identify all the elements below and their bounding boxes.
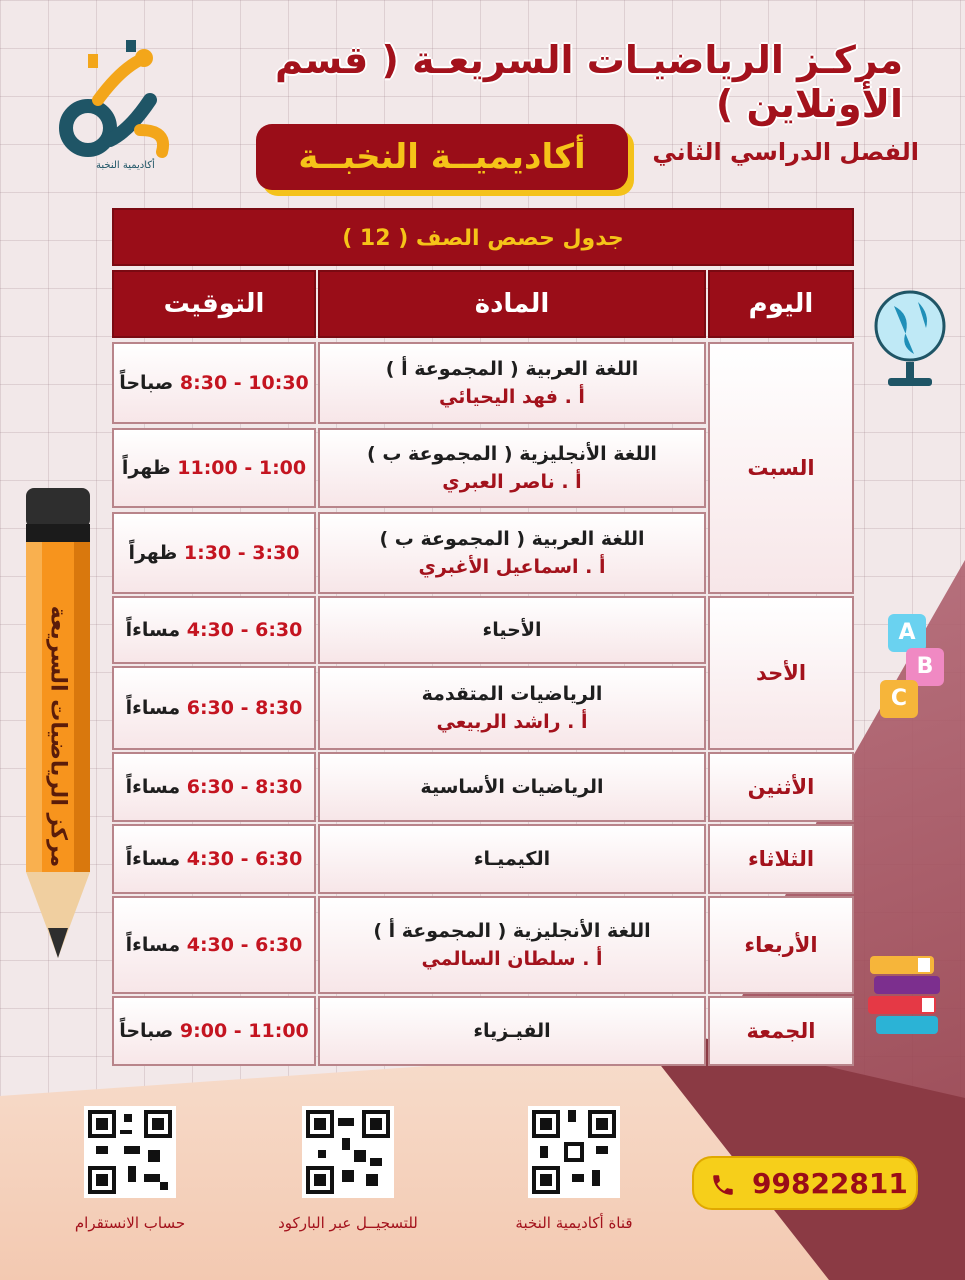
- day-cell-tuesday: [708, 824, 854, 894]
- day-label: الأحد: [755, 661, 807, 685]
- time-text: [126, 776, 303, 798]
- time-cell: [112, 512, 316, 594]
- qr-code-channel[interactable]: [528, 1106, 620, 1198]
- teacher-name: أ . ناصر العبري: [442, 471, 582, 493]
- time-cell: [112, 824, 316, 894]
- logo-caption: أكاديمية النخبة: [96, 160, 155, 171]
- header-time: التوقيت: [112, 270, 316, 338]
- day-cell-sunday: [708, 596, 854, 750]
- block-b: B: [906, 648, 944, 686]
- subject-cell: [318, 824, 706, 894]
- qr-label-instagram: حساب الانستقرام: [74, 1214, 186, 1232]
- time-period: مساءاً: [125, 697, 181, 719]
- subject-cell: [318, 342, 706, 424]
- day-label: السبت: [747, 456, 815, 480]
- time-period: مساءاً: [125, 619, 181, 641]
- subject-name: اللغة العربية ( المجموعة أ ): [385, 358, 639, 380]
- subject-name: اللغة الأنجليزية ( المجموعة أ ): [373, 920, 651, 942]
- time-cell: [112, 666, 316, 750]
- time-range: 4:30 - 6:30: [186, 934, 303, 956]
- time-range: 1:30 - 3:30: [183, 542, 300, 564]
- time-text: [126, 697, 303, 719]
- phone-number: 99822811: [752, 1167, 908, 1200]
- day-cell-wednesday: [708, 896, 854, 994]
- time-range: 6:30 - 8:30: [186, 776, 303, 798]
- time-cell: [112, 996, 316, 1066]
- subject-cell: [318, 896, 706, 994]
- time-period: مساءاً: [125, 848, 181, 870]
- time-period: صباحاً: [119, 1020, 174, 1042]
- subject-cell: [318, 752, 706, 822]
- phone-icon: [710, 1172, 736, 1198]
- time-range: 4:30 - 6:30: [186, 619, 303, 641]
- subject-name: الفيـزياء: [473, 1020, 551, 1042]
- subject-cell: [318, 596, 706, 664]
- time-text: [126, 934, 303, 956]
- day-cell-friday: [708, 996, 854, 1066]
- qr-code-registration[interactable]: [302, 1106, 394, 1198]
- time-text: [126, 848, 303, 870]
- block-a: A: [888, 614, 926, 652]
- time-period: ظهراً: [128, 542, 178, 564]
- pencil-text: مركز الرياضيات السريعة: [45, 605, 71, 868]
- time-cell: [112, 752, 316, 822]
- time-period: مساءاً: [125, 934, 181, 956]
- time-text: [128, 542, 299, 564]
- time-period: ظهراً: [121, 457, 171, 479]
- time-cell: [112, 428, 316, 508]
- time-range: 9:00 - 11:00: [179, 1020, 309, 1042]
- time-period: مساءاً: [125, 776, 181, 798]
- qr-code-instagram[interactable]: [84, 1106, 176, 1198]
- time-range: 6:30 - 8:30: [186, 697, 303, 719]
- time-range: 8:30 - 10:30: [179, 372, 309, 394]
- time-text: [119, 1020, 309, 1042]
- day-cell-saturday: [708, 342, 854, 594]
- abc-blocks-icon: [876, 610, 956, 720]
- time-text: [122, 457, 306, 479]
- phone-contact[interactable]: [692, 1156, 918, 1210]
- time-period: صباحاً: [119, 372, 174, 394]
- subject-name: اللغة العربية ( المجموعة ب ): [379, 528, 645, 550]
- time-range: 4:30 - 6:30: [186, 848, 303, 870]
- day-label: الأثنين: [747, 775, 815, 799]
- semester-label: الفصل الدراسي الثاني: [652, 138, 919, 166]
- day-label: الثلاثاء: [747, 847, 815, 871]
- qr-label-registration: للتسجيــل عبر الباركود: [278, 1214, 418, 1232]
- header-subject: المادة: [318, 270, 706, 338]
- day-label: الأربعاء: [744, 933, 818, 957]
- subject-cell: [318, 428, 706, 508]
- subject-name: الرياضيات الأساسية: [420, 776, 604, 798]
- time-text: [126, 619, 303, 641]
- teacher-name: أ . راشد الربيعي: [436, 711, 588, 733]
- teacher-name: أ . اسماعيل الأغبري: [418, 556, 606, 578]
- subject-cell: [318, 512, 706, 594]
- schedule-title: جدول حصص الصف ( 12 ): [112, 208, 854, 266]
- header-day: اليوم: [708, 270, 854, 338]
- time-cell: [112, 596, 316, 664]
- page-title: مركـز الرياضيـات السريعـة ( قسم الأونلاين ): [274, 38, 903, 126]
- time-range: 11:00 - 1:00: [177, 457, 307, 479]
- day-label: الجمعة: [746, 1019, 816, 1043]
- qr-label-channel: قناة أكاديمية النخبة: [515, 1214, 633, 1232]
- subject-name: اللغة الأنجليزية ( المجموعة ب ): [367, 443, 657, 465]
- books-icon: [866, 950, 946, 1050]
- subject-cell: [318, 666, 706, 750]
- time-cell: [112, 896, 316, 994]
- block-c: C: [880, 680, 918, 718]
- globe-icon: [870, 284, 950, 394]
- subject-name: الأحياء: [482, 619, 542, 641]
- time-text: [119, 372, 309, 394]
- subject-name: الكيميـاء: [473, 848, 551, 870]
- day-cell-monday: [708, 752, 854, 822]
- teacher-name: أ . فهد اليحيائي: [439, 386, 585, 408]
- subject-cell: [318, 996, 706, 1066]
- time-cell: [112, 342, 316, 424]
- teacher-name: أ . سلطان السالمي: [421, 948, 603, 970]
- subject-name: الرياضيات المتقدمة: [421, 683, 603, 705]
- academy-name-badge: أكاديميــة النخبــة: [256, 124, 628, 190]
